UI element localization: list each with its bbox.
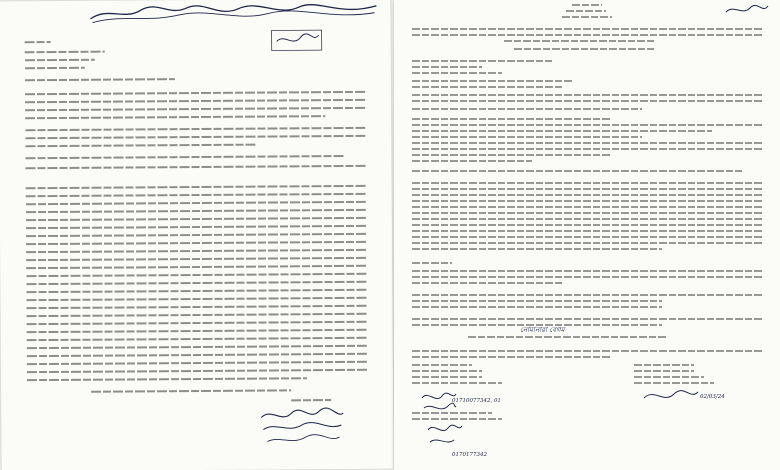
right-handwritten-date: 02/03/24 [700,394,725,400]
right-document-page [394,0,780,470]
handwritten-signature-left [418,388,458,422]
right-signature-name: নোমানারা বেগম [520,326,565,334]
received-seal-stamp [271,29,323,51]
right-handwritten-phone: 01710077342, 01 [452,398,501,404]
handwritten-signature-right [640,384,700,408]
handwritten-corner-mark [724,2,770,18]
handwritten-signature [257,403,347,454]
handwritten-header-scrawl [88,1,378,25]
right-handwritten-phone-2: 0170177342 [452,452,487,458]
handwritten-signature-bottom [424,420,464,450]
